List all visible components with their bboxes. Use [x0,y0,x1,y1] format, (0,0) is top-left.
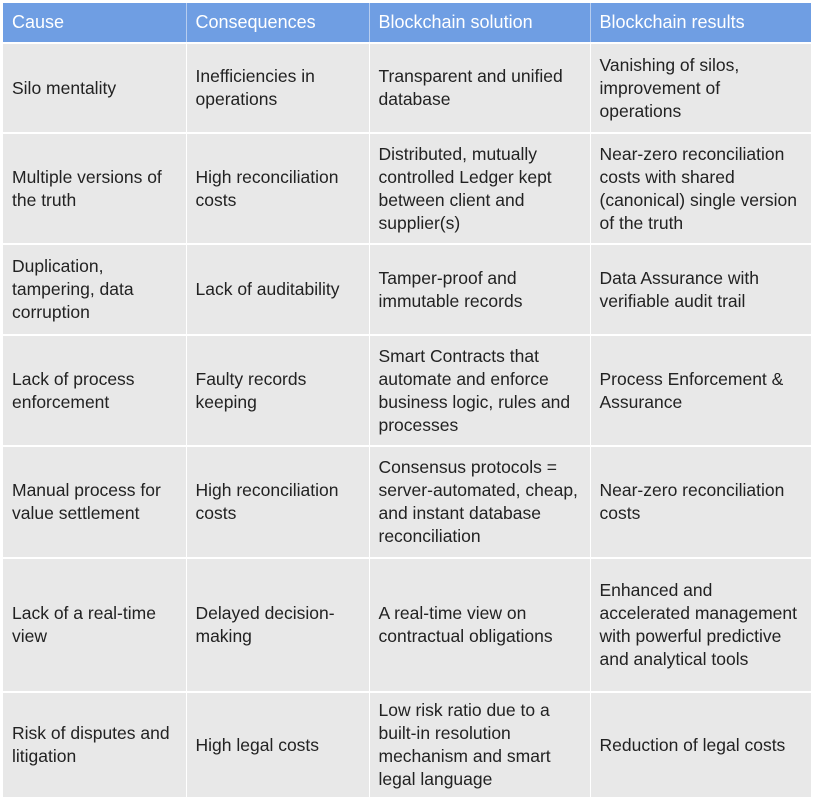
cell-consequences: High legal costs [186,692,369,797]
table-row [3,133,811,244]
table-row [3,692,811,797]
cell-cause: Duplication, tampering, data corruption [3,244,186,335]
header-cause: Cause [3,3,186,43]
cell-solution: Low risk ratio due to a built-in resolution mechanism and smart legal language [369,692,590,797]
table-row [3,335,811,446]
cell-consequences: High reconciliation costs [186,446,369,558]
cell-consequences: Inefficiencies in operations [186,43,369,133]
cell-cause: Lack of process enforcement [3,335,186,446]
header-blockchain-solution: Blockchain solution [369,3,590,43]
table-header-row [3,3,811,43]
cell-results: Enhanced and accelerated management with powerful predictive and analytical tools [590,558,811,692]
cell-consequences: High reconciliation costs [186,133,369,244]
cell-results: Near-zero reconciliation costs with shared (canonical) single version of the truth [590,133,811,244]
cell-results: Near-zero reconciliation costs [590,446,811,558]
cell-solution: Transparent and unified database [369,43,590,133]
cell-cause: Manual process for value settlement [3,446,186,558]
cell-consequences: Delayed decision-making [186,558,369,692]
header-blockchain-results: Blockchain results [590,3,811,43]
cell-cause: Risk of disputes and litigation [3,692,186,797]
table-row [3,558,811,692]
cell-cause: Silo mentality [3,43,186,133]
cell-cause: Multiple versions of the truth [3,133,186,244]
cell-solution: Tamper-proof and immutable records [369,244,590,335]
table-row [3,43,811,133]
cell-results: Process Enforcement & Assurance [590,335,811,446]
cell-cause: Lack of a real-time view [3,558,186,692]
cell-solution: A real-time view on contractual obligations [369,558,590,692]
cell-consequences: Faulty records keeping [186,335,369,446]
cell-results: Data Assurance with verifiable audit trail [590,244,811,335]
cell-solution: Distributed, mutually controlled Ledger kept between client and supplier(s) [369,133,590,244]
cell-results: Reduction of legal costs [590,692,811,797]
cell-results: Vanishing of silos, improvement of operations [590,43,811,133]
header-consequences: Consequences [186,3,369,43]
table-row [3,244,811,335]
cell-consequences: Lack of auditability [186,244,369,335]
table-row [3,446,811,558]
cell-solution: Smart Contracts that automate and enforce business logic, rules and processes [369,335,590,446]
blockchain-comparison-table [3,3,811,797]
cell-solution: Consensus protocols = server-automated, cheap, and instant database reconciliation [369,446,590,558]
